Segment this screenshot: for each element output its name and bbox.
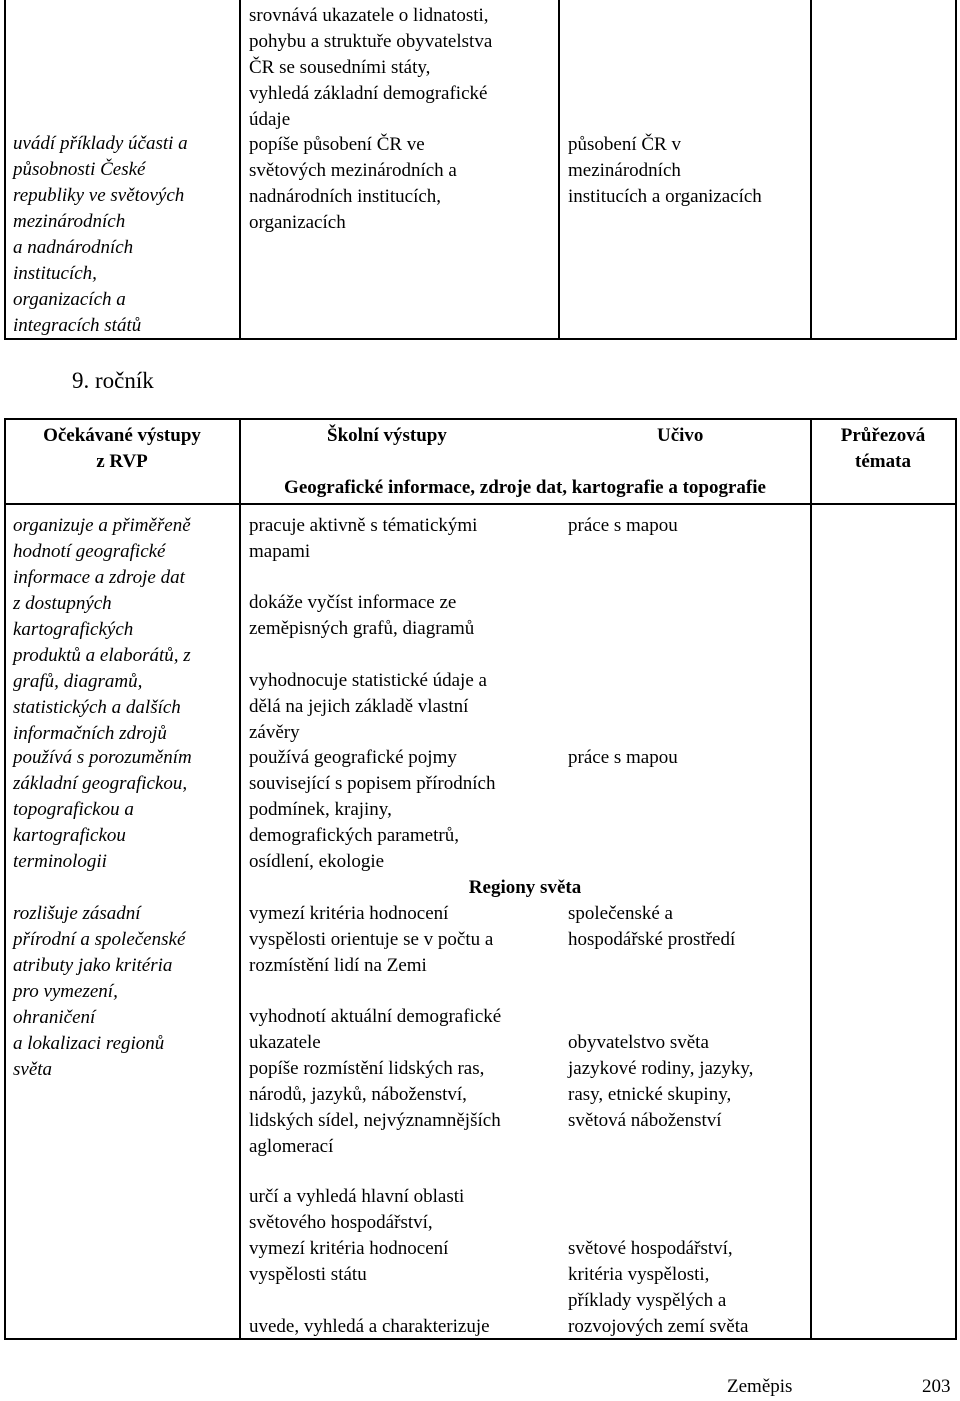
top-table-border	[4, 0, 6, 339]
table-border	[4, 418, 957, 420]
school-output: vyhodnocuje statistické údaje a dělá na jejich základě vlastní závěry	[249, 670, 487, 743]
header-school-outputs: Školní výstupy	[327, 425, 447, 446]
expected-output: organizuje a přiměřeně hodnotí geografické informace a zdroje dat z dostupných kartografických produktů a elaborátů, z grafů, diagramů, statistických a dalších informačních zdrojů	[13, 515, 191, 744]
curriculum-item: světové hospodářství, kritéria vyspělosti, příklady vyspělých a rozvojových zemí světa	[568, 1238, 749, 1337]
expected-output: rozlišuje zásadní přírodní a společenské atributy jako kritéria pro vymezení, ohraničení a lokalizaci regionů světa	[13, 903, 186, 1080]
school-output: používá geografické pojmy související s popisem přírodních podmínek, krajiny, demografických parametrů, osídlení, ekologie	[249, 747, 496, 872]
expected-output: používá s porozuměním základní geografickou, topografickou a kartografickou terminologii	[13, 747, 192, 872]
curriculum-item: obyvatelstvo světa jazykové rodiny, jazyky, rasy, etnické skupiny, světová náboženství	[568, 1032, 754, 1131]
school-output: vyhodnotí aktuální demografické ukazatele popíše rozmístění lidských ras, národů, jazyků, náboženství, lidských sídel, nejvýznamnějších aglomerací	[249, 1006, 502, 1157]
table-border	[4, 418, 6, 1339]
header-expected-outputs: Očekávané výstupy z RVP	[43, 425, 201, 472]
section-heading: Regiony světa	[468, 877, 582, 898]
grade-heading: 9. ročník	[72, 368, 154, 393]
header-curriculum: Učivo	[657, 425, 704, 446]
school-output: vymezí kritéria hodnocení vyspělosti orientuje se v počtu a rozmístění lidí na Zemi	[249, 903, 494, 976]
top-table-border	[955, 0, 957, 339]
top-table-border	[239, 0, 241, 339]
curriculum-item: společenské a hospodářské prostředí	[568, 903, 736, 950]
curriculum-item: práce s mapou	[568, 515, 678, 536]
curriculum-item: práce s mapou	[568, 747, 678, 768]
top-table-border	[810, 0, 812, 339]
top-school-output: srovnává ukazatele o lidnatosti, pohybu a struktuře obyvatelstva ČR se sousedními státy, vyhledá základní demografické údaje	[249, 5, 493, 130]
school-output: pracuje aktivně s tématickými mapami	[249, 515, 478, 562]
top-table-border	[558, 0, 560, 339]
table-border	[810, 418, 812, 1339]
section-heading: Geografické informace, zdroje dat, kartografie a topografie	[284, 477, 766, 498]
table-border	[4, 503, 957, 505]
top-expected-output: uvádí příklady účasti a působnosti České republiky ve světových mezinárodních a nadnárodních institucích, organizacích a integracích států	[13, 133, 188, 336]
header-cross-topics: Průřezová témata	[840, 425, 926, 472]
top-school-output: popíše působení ČR ve světových mezinárodních a nadnárodních institucích, organizacích	[249, 134, 457, 233]
table-border	[955, 418, 957, 1339]
school-output: dokáže vyčíst informace ze zeměpisných grafů, diagramů	[249, 592, 475, 639]
top-curriculum: působení ČR v mezinárodních institucích a organizacích	[568, 134, 762, 207]
school-output: určí a vyhledá hlavní oblasti světového hospodářství, vymezí kritéria hodnocení vyspělosti státu	[249, 1186, 465, 1285]
page-number: 203	[922, 1376, 951, 1397]
footer-subject: Zeměpis	[727, 1376, 793, 1397]
school-output: uvede, vyhledá a charakterizuje	[249, 1316, 490, 1337]
